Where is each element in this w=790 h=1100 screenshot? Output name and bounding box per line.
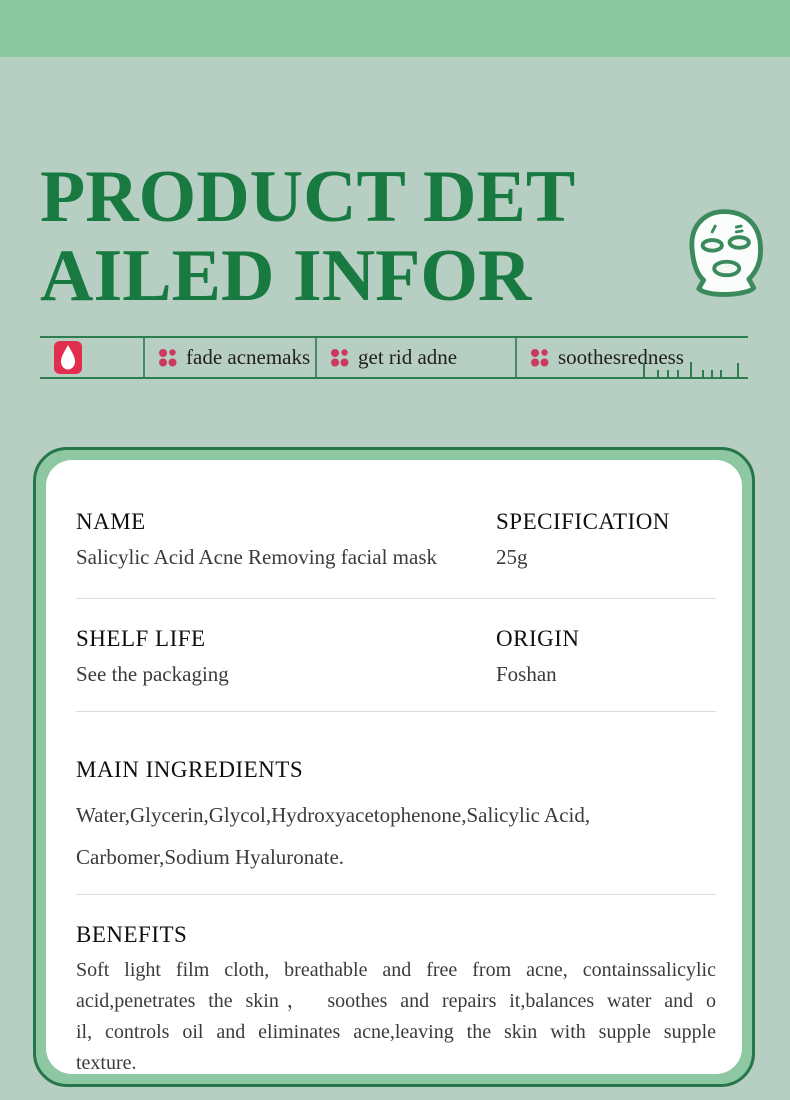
page-title	[40, 158, 575, 316]
field-value: See the packaging	[76, 662, 229, 686]
section-main-ingredients	[76, 756, 716, 878]
divider	[76, 598, 716, 599]
benefits-line: acid,penetrates the skin， soothes and repairs it,balances water and o	[76, 990, 716, 1012]
benefits-text	[76, 955, 716, 1074]
feature-brand-cell	[40, 338, 145, 377]
ingredients-line: Carbomer,Sodium Hyaluronate.	[76, 845, 345, 869]
field-value: 25g	[496, 545, 528, 569]
field-label: SPECIFICATION	[496, 509, 670, 534]
benefits-line: Soft light film cloth, breathable and free from acne, containssalicylic	[76, 959, 716, 981]
page-title-line1: PRODUCT DET	[40, 156, 576, 238]
field-label: NAME	[76, 509, 146, 534]
droplet-icon	[54, 341, 82, 374]
field-name	[76, 508, 496, 570]
info-card-inner	[46, 460, 742, 1074]
feature-label: get rid adne	[358, 345, 458, 369]
row-shelflife-origin	[76, 625, 716, 687]
field-label: SHELF LIFE	[76, 626, 206, 651]
field-label: ORIGIN	[496, 626, 580, 651]
row-name-specification	[76, 508, 716, 570]
divider	[76, 894, 716, 895]
feature-bar	[40, 336, 748, 379]
ingredients-text	[76, 794, 716, 878]
benefits-line: texture.	[76, 1052, 137, 1074]
feature-label: fade acnemaks	[186, 345, 311, 369]
field-shelf-life	[76, 625, 496, 687]
four-dots-icon	[330, 348, 350, 368]
four-dots-icon	[530, 348, 550, 368]
ruler-ticks-icon	[641, 360, 746, 378]
ingredients-line: Water,Glycerin,Glycol,Hydroxyacetophenone,Salicylic Acid,	[76, 803, 591, 827]
top-bar	[0, 0, 790, 57]
section-benefits	[76, 921, 716, 1074]
field-value: Salicylic Acid Acne Removing facial mask	[76, 545, 437, 569]
section-label: MAIN INGREDIENTS	[76, 757, 304, 782]
field-origin	[496, 625, 716, 687]
field-specification	[496, 508, 716, 570]
section-label: BENEFITS	[76, 922, 188, 947]
feature-item-get-rid-acne	[317, 338, 517, 377]
divider	[76, 711, 716, 712]
benefits-line: il, controls oil and eliminates acne,leaving the skin with supple supple	[76, 1021, 716, 1043]
four-dots-icon	[158, 348, 178, 368]
feature-item-fade-acne	[145, 338, 317, 377]
face-mask-icon	[670, 202, 768, 308]
page-title-line2: AILED INFOR	[40, 235, 532, 317]
info-card	[33, 447, 755, 1087]
field-value: Foshan	[496, 662, 557, 686]
feature-label: soothesredness	[558, 345, 684, 369]
